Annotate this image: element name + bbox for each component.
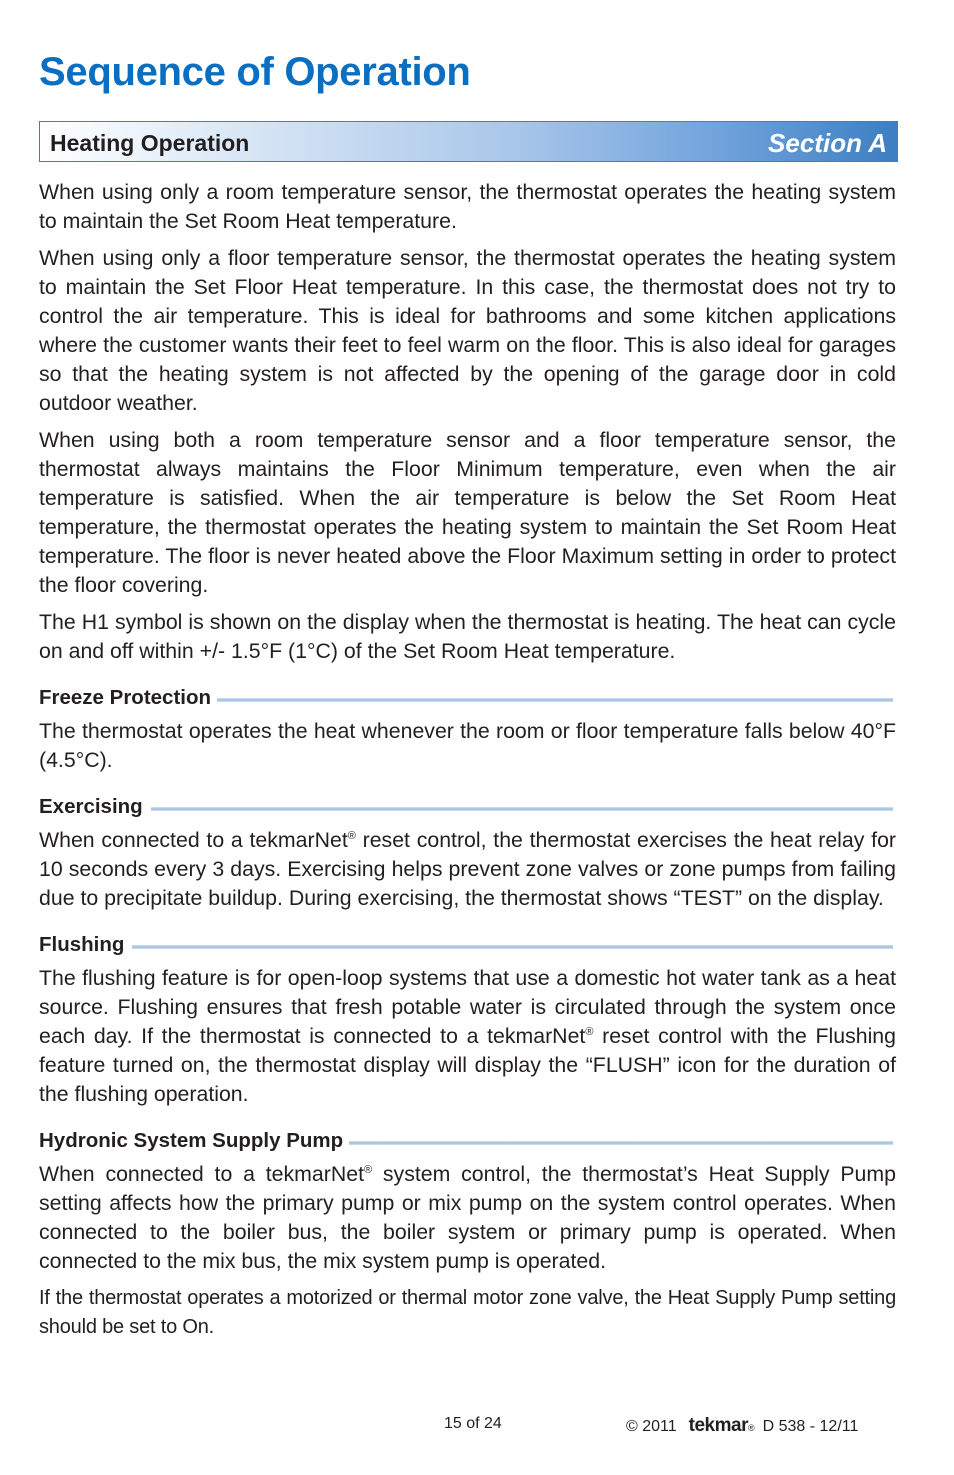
text-run: The flushing feature is for open-loop systems that use a domestic hot water tank as a heat source. Flushing ensures that fresh potable water is circulated through the system once each day. If the thermostat is connected to a tekmarNet [39, 966, 896, 1048]
footer-info [626, 1415, 858, 1437]
subhead-rule [217, 698, 893, 702]
subhead-freeze-protection [39, 686, 896, 710]
tekmar-logo: tekmar [688, 1415, 748, 1436]
section-banner [39, 121, 898, 162]
text-run: When connected to a tekmarNet [39, 1162, 364, 1186]
paragraph-h1-symbol: The H1 symbol is shown on the display when the thermostat is heating. The heat can cycle on and off within +/- 1.5°F (1°C) of the Set Room Heat temperature. [39, 610, 896, 663]
registered-mark: ® [585, 1026, 594, 1038]
paragraph-room-sensor: When using only a room temperature sensor, the thermostat operates the heating system to maintain the Set Room Heat temperature. [39, 180, 896, 233]
subhead-rule [132, 945, 893, 949]
paragraph-supply-pump [39, 1160, 896, 1276]
copyright: © 2011 [626, 1418, 677, 1435]
section-label: Section A [768, 128, 887, 158]
registered-mark: ® [363, 1164, 373, 1176]
paragraph-exercising [39, 826, 896, 913]
text-run: system control, the thermostat’s Heat Supply Pump setting affects how the primary pump or mix pump on the system control operates. When connected to the boiler bus, the boiler system or primary pump is operated. When connected to the mix bus, the mix system pump is operated. [39, 1162, 896, 1273]
subhead-supply-pump [39, 1129, 896, 1153]
subhead-label: Hydronic System Supply Pump [39, 1129, 344, 1152]
subhead-label: Flushing [39, 933, 125, 956]
text-run: When connected to a tekmarNet [39, 828, 348, 852]
registered-mark: ® [347, 830, 356, 842]
paragraph-floor-sensor: When using only a floor temperature sensor, the thermostat operates the heating system to maintain the Set Floor Heat temperature. In this case, the thermostat does not try to control the air temperature. This is ideal for bathrooms and some kitchen applications where the customer wants their feet to feel warm on the floor. This is also ideal for garages so that the heating system is not affected by the opening of the garage door in cold outdoor weather. [39, 246, 896, 415]
subhead-label: Exercising [39, 795, 143, 818]
section-heading: Heating Operation [50, 130, 250, 156]
subhead-exercising [39, 795, 896, 819]
subhead-rule [151, 807, 893, 811]
paragraph-both-sensors: When using both a room temperature sensor and a floor temperature sensor, the thermostat always maintains the Floor Minimum temperature, even when the air temperature is satisfied. When the air temperature is below the Set Room Heat temperature, the thermostat operates the heating system to maintain the Set Room Heat temperature. The floor is never heated above the Floor Maximum setting in order to protect the floor covering. [39, 428, 896, 597]
text-run: reset control, the thermostat exercises the heat relay for 10 seconds every 3 days. Exercising helps prevent zone valves or zone pumps from failing due to precipitate buildup. During exercising, the thermostat shows “TEST” on the display. [39, 828, 897, 910]
subhead-flushing [39, 933, 896, 957]
subhead-rule [349, 1141, 893, 1145]
subhead-label: Freeze Protection [39, 686, 212, 709]
document-id: D 538 - 12/11 [762, 1418, 859, 1435]
text-run: reset control with the Flushing feature turned on, the thermostat display will display the “FLUSH” icon for the duration of the flushing operation. [39, 1024, 896, 1106]
paragraph-flushing [39, 964, 896, 1109]
registered-mark: ® [747, 1423, 755, 1433]
page-title: Sequence of Operation [39, 50, 471, 94]
content [39, 178, 896, 1350]
paragraph-zone-valve: If the thermostat operates a motorized or thermal motor zone valve, the Heat Supply Pump setting should be set to On. [39, 1287, 896, 1338]
paragraph-freeze: The thermostat operates the heat whenever the room or floor temperature falls below 40°F (4.5°C). [39, 719, 896, 772]
page-number: 15 of 24 [444, 1415, 502, 1432]
